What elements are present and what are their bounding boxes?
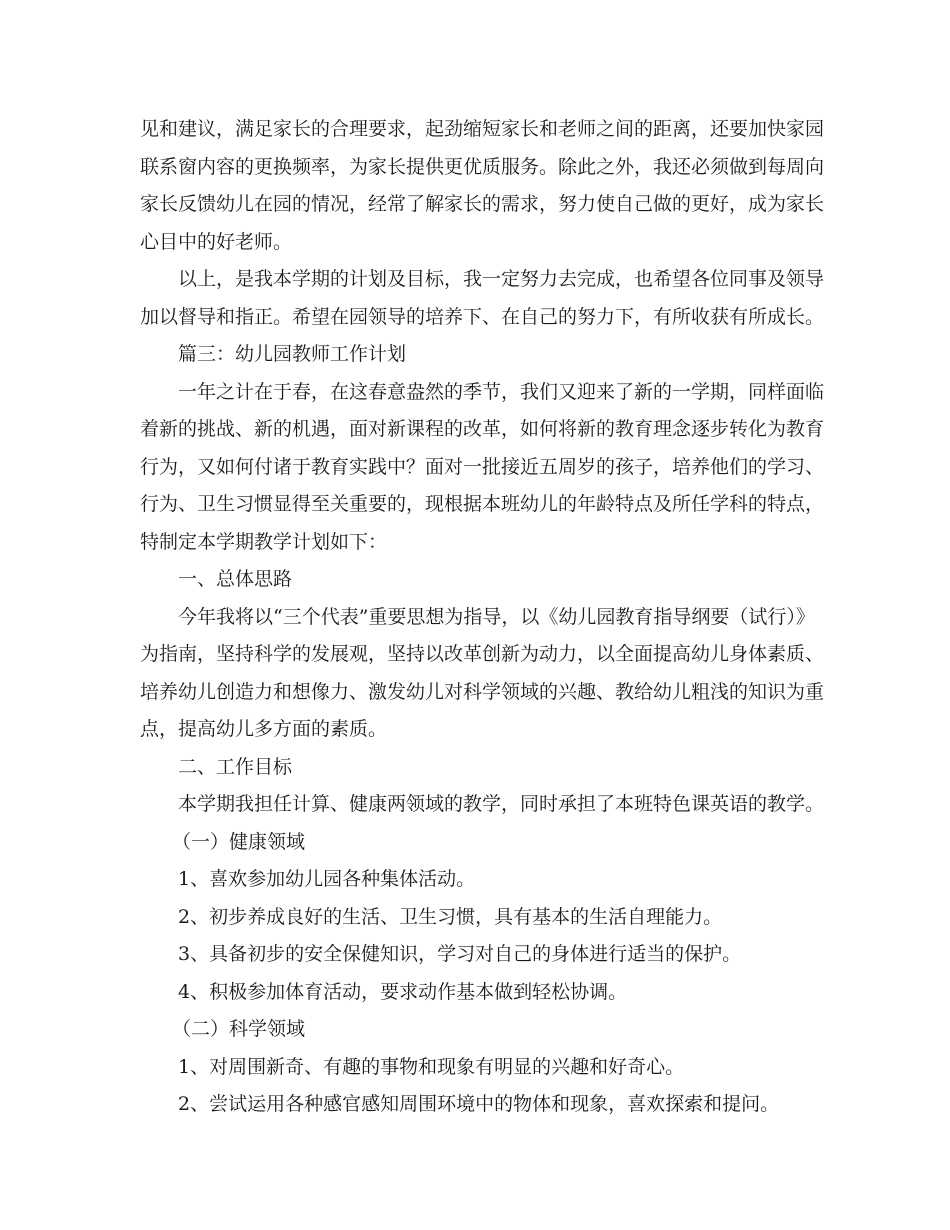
- paragraph-line: 以上，是我本学期的计划及目标，我一定努力去完成，也希望各位同事及领导: [178, 268, 825, 290]
- paragraph-line: 特制定本学期教学计划如下：: [140, 530, 388, 553]
- paragraph-line: 联系窗内容的更换频率，为家长提供更优质服务。除此之外，我还必须做到每周向: [140, 155, 825, 178]
- paragraph-line: 家长反馈幼儿在园的情况，经常了解家长的需求，努力使自己做的更好，成为家长: [140, 193, 825, 215]
- paragraph-line: 本学期我担任计算、健康两领域的教学，同时承担了本班特色课英语的教学。: [178, 793, 825, 815]
- document-page: [140, 114, 825, 1127]
- paragraph-line: 点，提高幼儿多方面的素质。: [140, 718, 388, 740]
- section-heading: 二、工作目标: [178, 755, 293, 778]
- list-item: 2、尝试运用各种感官感知周围环境中的物体和现象，喜欢探索和提问。: [178, 1093, 780, 1115]
- subsection-heading: （二）科学领域: [172, 1018, 306, 1040]
- paragraph-line: 一年之计在于春，在这春意盎然的季节，我们又迎来了新的一学期，同样面临: [178, 380, 825, 403]
- paragraph-line: 今年我将以“三个代表”重要思想为指导，以《幼儿园教育指导纲要（试行）》: [178, 605, 815, 628]
- paragraph-line: 见和建议，满足家长的合理要求，起劲缩短家长和老师之间的距离，还要加快家园: [140, 118, 825, 140]
- list-item: 2、初步养成良好的生活、卫生习惯，具有基本的生活自理能力。: [178, 905, 723, 928]
- list-item: 1、对周围新奇、有趣的事物和现象有明显的兴趣和好奇心。: [178, 1055, 685, 1078]
- section-heading: 一、总体思路: [178, 568, 293, 590]
- paragraph-line: 行为、卫生习惯显得至关重要的，现根据本班幼儿的年龄特点及所任学科的特点，: [140, 493, 825, 515]
- list-item: 3、具备初步的安全保健知识，学习对自己的身体进行适当的保护。: [178, 943, 742, 965]
- list-item: 1、喜欢参加幼儿园各种集体活动。: [178, 868, 476, 890]
- paragraph-line: 着新的挑战、新的机遇，面对新课程的改革，如何将新的教育理念逐步转化为教育: [140, 418, 825, 440]
- section-heading: 篇三：幼儿园教师工作计划: [178, 343, 407, 365]
- list-item: 4、积极参加体育活动，要求动作基本做到轻松协调。: [178, 980, 628, 1003]
- paragraph-line: 心目中的好老师。: [140, 230, 293, 253]
- paragraph-line: 加以督导和指正。希望在园领导的培养下、在自己的努力下，有所收获有所成长。: [140, 305, 825, 328]
- paragraph-line: 为指南，坚持科学的发展观，坚持以改革创新为动力，以全面提高幼儿身体素质、: [140, 643, 825, 665]
- paragraph-line: 培养幼儿创造力和想像力、激发幼儿对科学领域的兴趣、教给幼儿粗浅的知识为重: [140, 680, 825, 703]
- subsection-heading: （一）健康领域: [172, 830, 306, 853]
- paragraph-line: 行为，又如何付诸于教育实践中？面对一批接近五周岁的孩子，培养他们的学习、: [140, 455, 825, 478]
